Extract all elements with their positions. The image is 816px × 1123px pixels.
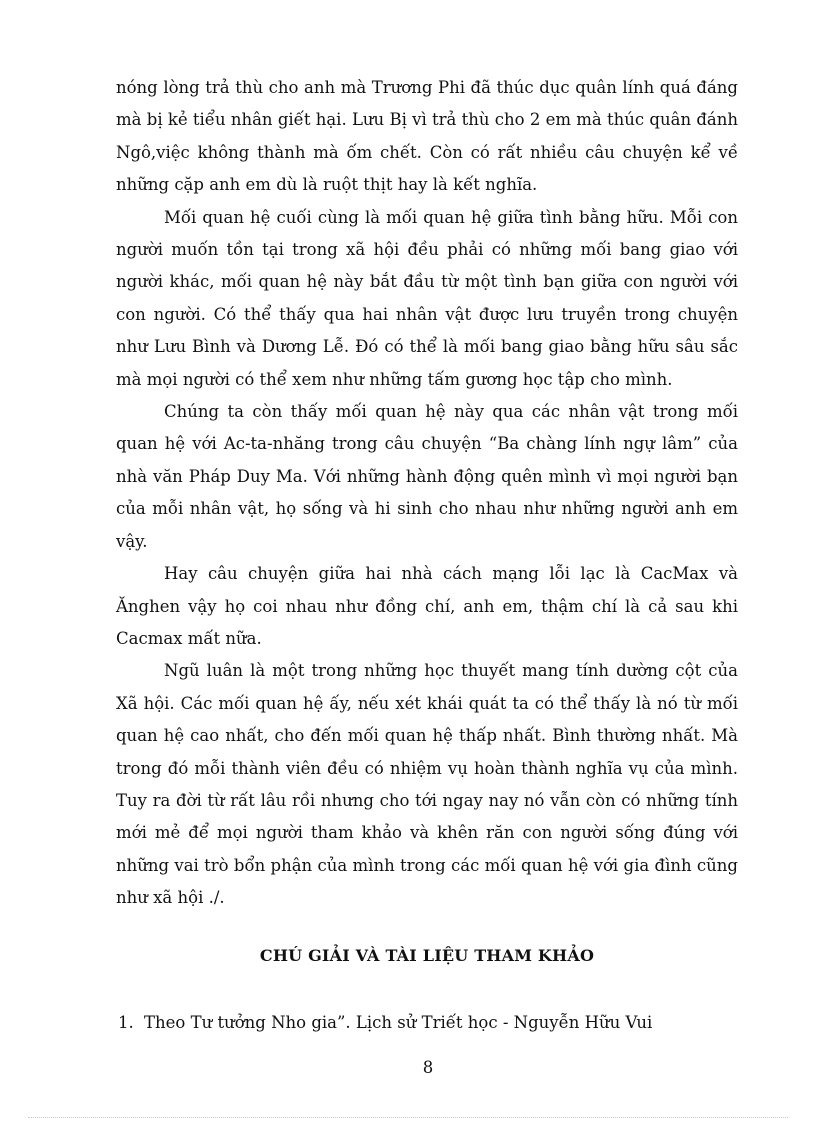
paragraph-marx-engels: Hay câu chuyện giữa hai nhà cách mạng lỗi lạc là CacMax và Ănghen vậy họ coi nhau như đồng chí, anh em, thậm chí là cả sau khi Cacmax mất nữa. <box>116 564 738 648</box>
body-text <box>116 72 738 915</box>
references-heading: CHÚ GIẢI VÀ TÀI LIỆU THAM KHẢO <box>259 946 595 965</box>
paragraph-continuation: nóng lòng trả thù cho anh mà Trương Phi đã thúc dục quân lính quá đáng mà bị kẻ tiểu nhân giết hại. Lưu Bị vì trả thù cho 2 em mà thúc quân đánh Ngô,việc không thành mà ốm chết. Còn có rất nhiều câu chuyện kể về những cặp anh em dù là ruột thịt hay là kết nghĩa. <box>116 78 738 195</box>
page-bottom-divider <box>28 1117 788 1118</box>
paragraph-musketeers: Chúng ta còn thấy mối quan hệ này qua các nhân vật trong mối quan hệ với Ac-ta-nhăng trong câu chuyện “Ba chàng lính ngự lâm” của nhà văn Pháp Duy Ma. Với những hành động quên mình vì mọi người bạn của mỗi nhân vật, họ sống và hi sinh cho nhau như những người anh em vậy. <box>116 402 738 551</box>
reference-number: 1. <box>118 1013 134 1032</box>
reference-text: Theo Tư tưởng Nho gia”. Lịch sử Triết học - Nguyễn Hữu Vui <box>144 1013 653 1032</box>
reference-item <box>118 1011 738 1035</box>
references-list <box>118 1011 738 1035</box>
paragraph-friendship: Mối quan hệ cuối cùng là mối quan hệ giữa tình bằng hữu. Mỗi con người muốn tồn tại trong xã hội đều phải có những mối bang giao với người khác, mối quan hệ này bắt đầu từ một tình bạn giữa con người với con người. Có thể thấy qua hai nhân vật được lưu truyền trong chuyện như Lưu Bình và Dương Lễ. Đó có thể là mối bang giao bằng hữu sâu sắc mà mọi người có thể xem như những tấm gương học tập cho mình. <box>116 207 738 389</box>
page-number: 8 <box>422 1058 434 1077</box>
paragraph-conclusion: Ngũ luân là một trong những học thuyết mang tính dường cột của Xã hội. Các mối quan hệ ấy, nếu xét khái quát ta có thể thấy là nó từ mối quan hệ cao nhất, cho đến mối quan hệ thấp nhất. Bình thường nhất. Mà trong đó mỗi thành viên đều có nhiệm vụ hoàn thành nghĩa vụ của mình. Tuy ra đời từ rất lâu rồi nhưng cho tới ngay nay nó vẫn còn có những tính mới mẻ để mọi người tham khảo và khên răn con người sống đúng với những vai trò bổn phận của mình trong các mối quan hệ với gia đình cũng như xã hội ./. <box>116 661 738 908</box>
